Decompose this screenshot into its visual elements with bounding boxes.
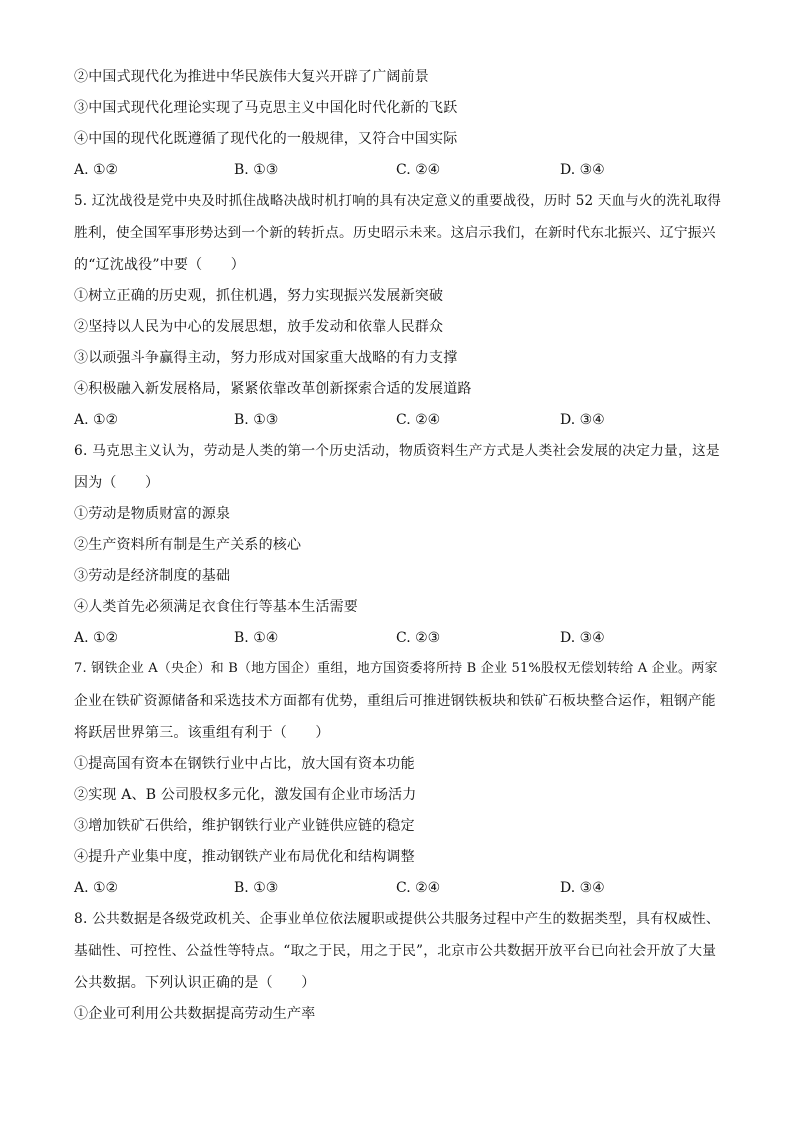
q7-option-a[interactable]: A. ①② [74, 880, 119, 896]
q6-stem-line-2: 因为（ ） [74, 475, 160, 491]
q7-statement-2: ②实现 A、B 公司股权多元化，激发国有企业市场活力 [74, 787, 417, 803]
q4-statement-2: ②中国式现代化为推进中华民族伟大复兴开辟了广阔前景 [74, 69, 429, 85]
q4-option-c[interactable]: C. ②④ [396, 162, 441, 178]
q7-statement-3: ③增加铁矿石供给，维护钢铁行业产业链供应链的稳定 [74, 818, 415, 834]
q6-option-b[interactable]: B. ①④ [234, 630, 279, 646]
q6-statement-3: ③劳动是经济制度的基础 [74, 568, 231, 584]
q5-statement-2: ②坚持以人民为中心的发展思想，放手发动和依靠人民群众 [74, 319, 444, 335]
q5-statement-1: ①树立正确的历史观，抓住机遇，努力实现振兴发展新突破 [74, 288, 444, 304]
q4-option-a[interactable]: A. ①② [74, 162, 119, 178]
q6-options [74, 629, 724, 647]
q5-options [74, 411, 724, 429]
q4-option-d[interactable]: D. ③④ [560, 162, 605, 178]
q5-option-d[interactable]: D. ③④ [560, 412, 605, 428]
q8-stem-line-1: 8. 公共数据是各级党政机关、企事业单位依法履职或提供公共服务过程中产生的数据类型，具有权威性、 [74, 911, 720, 927]
q4-option-b[interactable]: B. ①③ [234, 162, 279, 178]
q7-options [74, 879, 724, 897]
q6-statement-4: ④人类首先必须满足衣食住行等基本生活需要 [74, 599, 358, 615]
q7-option-d[interactable]: D. ③④ [560, 880, 605, 896]
q7-option-b[interactable]: B. ①③ [234, 880, 279, 896]
q6-option-a[interactable]: A. ①② [74, 630, 119, 646]
q6-statement-1: ①劳动是物质财富的源泉 [74, 506, 231, 522]
q7-statement-1: ①提高国有资本在钢铁行业中占比，放大国有资本功能 [74, 756, 415, 772]
q6-option-c[interactable]: C. ②③ [396, 630, 441, 646]
q5-option-b[interactable]: B. ①③ [234, 412, 279, 428]
q7-stem-line-1: 7. 钢铁企业 A（央企）和 B（地方国企）重组，地方国资委将所持 B 企业 51%股权无偿划转给 A 企业。两家 [74, 661, 718, 676]
q7-stem-line-2: 企业在铁矿资源储备和采选技术方面都有优势，重组后可推进钢铁板块和铁矿石板块整合运作，粗钢产能 [74, 693, 716, 709]
q7-statement-4: ④提升产业集中度，推动钢铁产业布局优化和结构调整 [74, 849, 415, 865]
q7-stem-line-3: 将跃居世界第三。该重组有利于（ ） [74, 725, 330, 741]
q6-stem-line-1: 6. 马克思主义认为，劳动是人类的第一个历史活动，物质资料生产方式是人类社会发展的决定力量，这是 [74, 443, 720, 459]
q5-stem-line-3: 的“辽沈战役”中要（ ） [74, 257, 245, 273]
q7-option-c[interactable]: C. ②④ [396, 880, 441, 896]
q5-stem-line-2: 胜利，使全国军事形势达到一个新的转折点。历史昭示未来。这启示我们，在新时代东北振兴、辽宁振兴 [74, 225, 716, 241]
q5-option-a[interactable]: A. ①② [74, 412, 119, 428]
q5-statement-4: ④积极融入新发展格局，紧紧依靠改革创新探索合适的发展道路 [74, 381, 472, 397]
q5-option-c[interactable]: C. ②④ [396, 412, 441, 428]
q8-statement-1: ①企业可利用公共数据提高劳动生产率 [74, 1006, 316, 1022]
q6-option-d[interactable]: D. ③④ [560, 630, 605, 646]
q4-statement-4: ④中国的现代化既遵循了现代化的一般规律，又符合中国实际 [74, 131, 458, 147]
q5-statement-3: ③以顽强斗争赢得主动，努力形成对国家重大战略的有力支撑 [74, 350, 458, 366]
q6-statement-2: ②生产资料所有制是生产关系的核心 [74, 537, 302, 553]
q5-stem-line-1: 5. 辽沈战役是党中央及时抓住战略决战时机打响的具有决定意义的重要战役，历时 52 天血与火的洗礼取得 [74, 193, 722, 209]
q8-stem-line-3: 公共数据。下列认识正确的是（ ） [74, 975, 316, 991]
q4-options [74, 161, 724, 179]
q4-statement-3: ③中国式现代化理论实现了马克思主义中国化时代化新的飞跃 [74, 100, 458, 116]
q8-stem-line-2: 基础性、可控性、公益性等特点。“取之于民，用之于民”，北京市公共数据开放平台已向社会开放了大量 [74, 943, 717, 959]
